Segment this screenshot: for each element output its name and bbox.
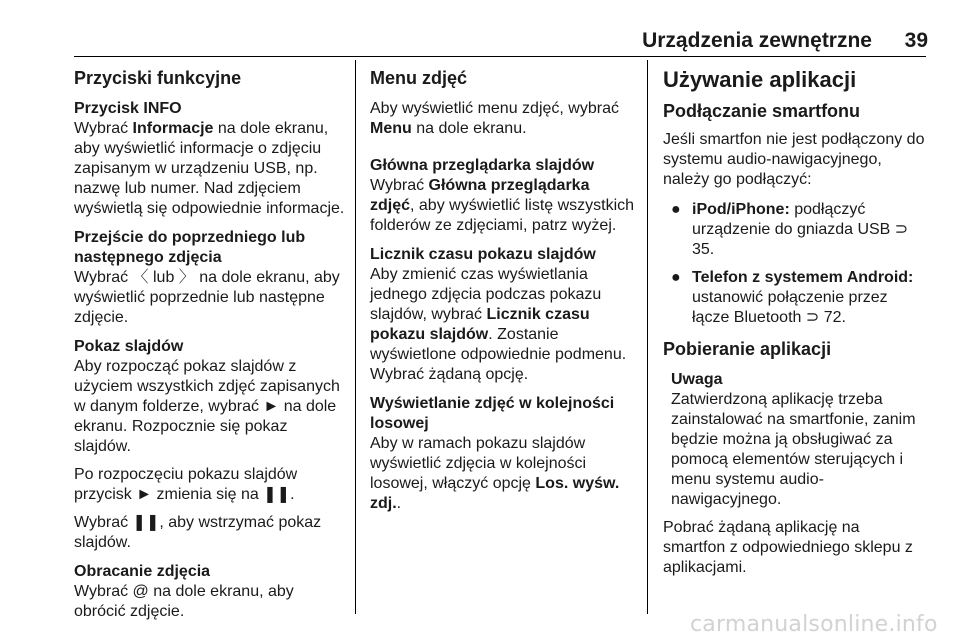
ui-label-timer: Licznik czasu pokazu slajdów [370,306,590,343]
random-order-section [370,394,636,514]
prev-next-text: Wybrać 〈 lub 〉 na dole ekranu, aby wyświetlić poprzednie lub następne zdjęcie. [74,269,340,326]
page-number: 39 [904,29,928,52]
ui-label-informacje: Informacje [132,120,214,137]
play-icon: ► [263,398,280,415]
connect-list [663,200,926,328]
slideshow-text-1: Aby rozpocząć pokaz slajdów z użyciem wszystkich zdjęć zapisanych w danym folderze, wybrać ► na dole ekranu. Rozpocznie się pokaz slajdów. [74,358,340,455]
browser-title: Główna przeglądarka slajdów [370,157,595,174]
pause-icon: ❚❚ [263,486,291,503]
column-divider-1 [355,60,356,614]
browser-section [370,156,636,236]
column-divider-2 [647,60,648,614]
browser-text: Wybrać Główna przeglądarka zdjęć, aby wyświetlić listę wszystkich folderów ze zdjęciami, patrz wyżej. [370,177,635,234]
info-text: Wybrać Informacje na dole ekranu, aby wyświetlić informacje o zdjęciu zapisanym w urządzeniu USB, np. nazwę lub numer. Nad zdjęciem wyświetlą się odpowiednie informacje. [74,120,345,217]
random-order-title: Wyświetlanie zdjęć w kolejności losowej [370,395,615,432]
list-item: ● iPod/iPhone: podłączyć urządzenie do gniazda USB ⊃ 35. [671,201,909,258]
bullet-icon: ● [671,201,681,218]
list-item: ● Telefon z systemem Android: ustanowić połączenie przez łącze Bluetooth ⊃ 72. [671,269,914,326]
prev-next-title: Przejście do poprzedniego lub następnego zdjęcia [74,229,306,266]
page-reference-icon: ⊃ [894,221,909,238]
ui-label-menu: Menu [370,120,412,137]
prev-next-section [74,228,348,328]
info-title: Przycisk INFO [74,100,182,117]
connect-title: Podłączanie smartfonu [663,101,861,121]
download-title: Pobieranie aplikacji [663,339,832,359]
slideshow-title: Pokaz slajdów [74,338,184,355]
play-icon: ► [136,486,153,503]
slideshow-text-3: Wybrać ❚❚, aby wstrzymać pokaz slajdów. [74,514,322,551]
timer-section [370,245,636,385]
slideshow-text-2: Po rozpoczęciu pokazu slajdów przycisk ► zmienia się na ❚❚. [74,466,298,503]
rotate-section [74,562,348,622]
column-1 [74,60,348,631]
download-text: Pobrać żądaną aplikację na smartfon z odpowiedniego sklepu z aplikacjami. [663,519,913,576]
header-rule [74,56,926,57]
note-box [663,370,926,510]
running-header-title: Urządzenia zewnętrzne [642,29,872,52]
rotate-text: Wybrać @ na dole ekranu, aby obrócić zdjęcie. [74,583,294,620]
info-section [74,99,348,219]
section-heading-apps: Używanie aplikacji [663,67,857,92]
pause-icon: ❚❚ [132,514,160,531]
note-text: Zatwierdzoną aplikację trzeba zainstalować na smartfonie, zanim będzie można ją obsługiwać za pomocą elementów sterujących i menu systemu audio-nawigacyjnego. [671,391,916,508]
watermark: carmanualsonline.info [690,612,938,637]
section-heading-photo-menu: Menu zdjęć [370,68,468,88]
chevron-right-icon: 〉 [178,269,195,286]
random-order-text: Aby w ramach pokazu slajdów wyświetlić zdjęcia w kolejności losowej, włączyć opcję Los. wyśw. zdj.. [370,435,620,512]
timer-title: Licznik czasu pokazu slajdów [370,246,596,263]
rotate-icon: @ [132,583,149,600]
rotate-title: Obracanie zdjęcia [74,563,211,580]
ui-label-browser: Główna przeglądarka zdjęć [370,177,590,214]
note-title: Uwaga [671,371,723,388]
column-2 [370,60,636,523]
page-reference-icon: ⊃ [805,309,820,326]
timer-text: Aby zmienić czas wyświetlania jednego zdjęcia podczas pokazu slajdów, wybrać Licznik czasu pokazu slajdów. Zostanie wyświetlone odpowiednie podmenu. Wybrać żądaną opcję. [370,266,627,383]
ui-label-random: Los. wyśw. zdj. [370,475,620,512]
bullet-icon: ● [671,269,681,286]
photo-menu-intro: Aby wyświetlić menu zdjęć, wybrać Menu na dole ekranu. [370,100,619,137]
chevron-left-icon: 〈 [132,269,149,286]
section-heading-function-buttons: Przyciski funkcyjne [74,68,242,88]
slideshow-section [74,337,348,553]
connect-intro: Jeśli smartfon nie jest podłączony do systemu audio-nawigacyjnego, należy go podłączyć: [663,131,925,188]
column-3 [663,60,926,586]
